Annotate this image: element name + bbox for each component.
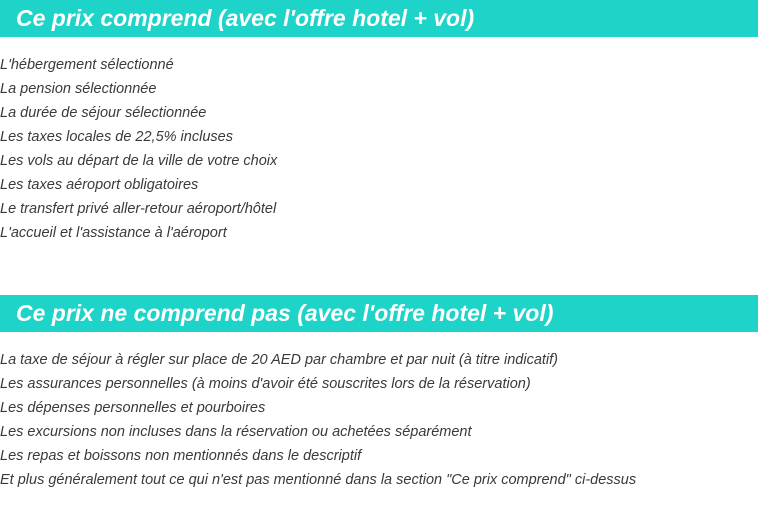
excludes-item: Les repas et boissons non mentionnés dans le descriptif — [0, 448, 362, 464]
includes-item: L'accueil et l'assistance à l'aéroport — [0, 225, 227, 241]
includes-item: La pension sélectionnée — [0, 81, 157, 97]
excludes-item: Et plus généralement tout ce qui n'est pas mentionné dans la section "Ce prix comprend" ci-dessus — [0, 472, 637, 488]
excludes-section-title: Ce prix ne comprend pas (avec l'offre hotel + vol) — [0, 295, 758, 332]
includes-item: La durée de séjour sélectionnée — [0, 105, 207, 121]
includes-item: Les vols au départ de la ville de votre choix — [0, 153, 278, 169]
excludes-item: La taxe de séjour à régler sur place de 20 AED par chambre et par nuit (à titre indicatif) — [0, 352, 559, 368]
includes-item: Les taxes aéroport obligatoires — [0, 177, 199, 193]
includes-section-title: Ce prix comprend (avec l'offre hotel + vol) — [0, 0, 758, 37]
excludes-item: Les dépenses personnelles et pourboires — [0, 400, 266, 416]
excludes-item: Les excursions non incluses dans la réservation ou achetées séparément — [0, 424, 472, 440]
includes-item: Les taxes locales de 22,5% incluses — [0, 129, 233, 145]
includes-list — [0, 53, 277, 245]
includes-item: L'hébergement sélectionné — [0, 57, 174, 73]
excludes-item: Les assurances personnelles (à moins d'avoir été souscrites lors de la réservation) — [0, 376, 531, 392]
excludes-list — [0, 348, 636, 492]
includes-item: Le transfert privé aller-retour aéroport/hôtel — [0, 201, 277, 217]
